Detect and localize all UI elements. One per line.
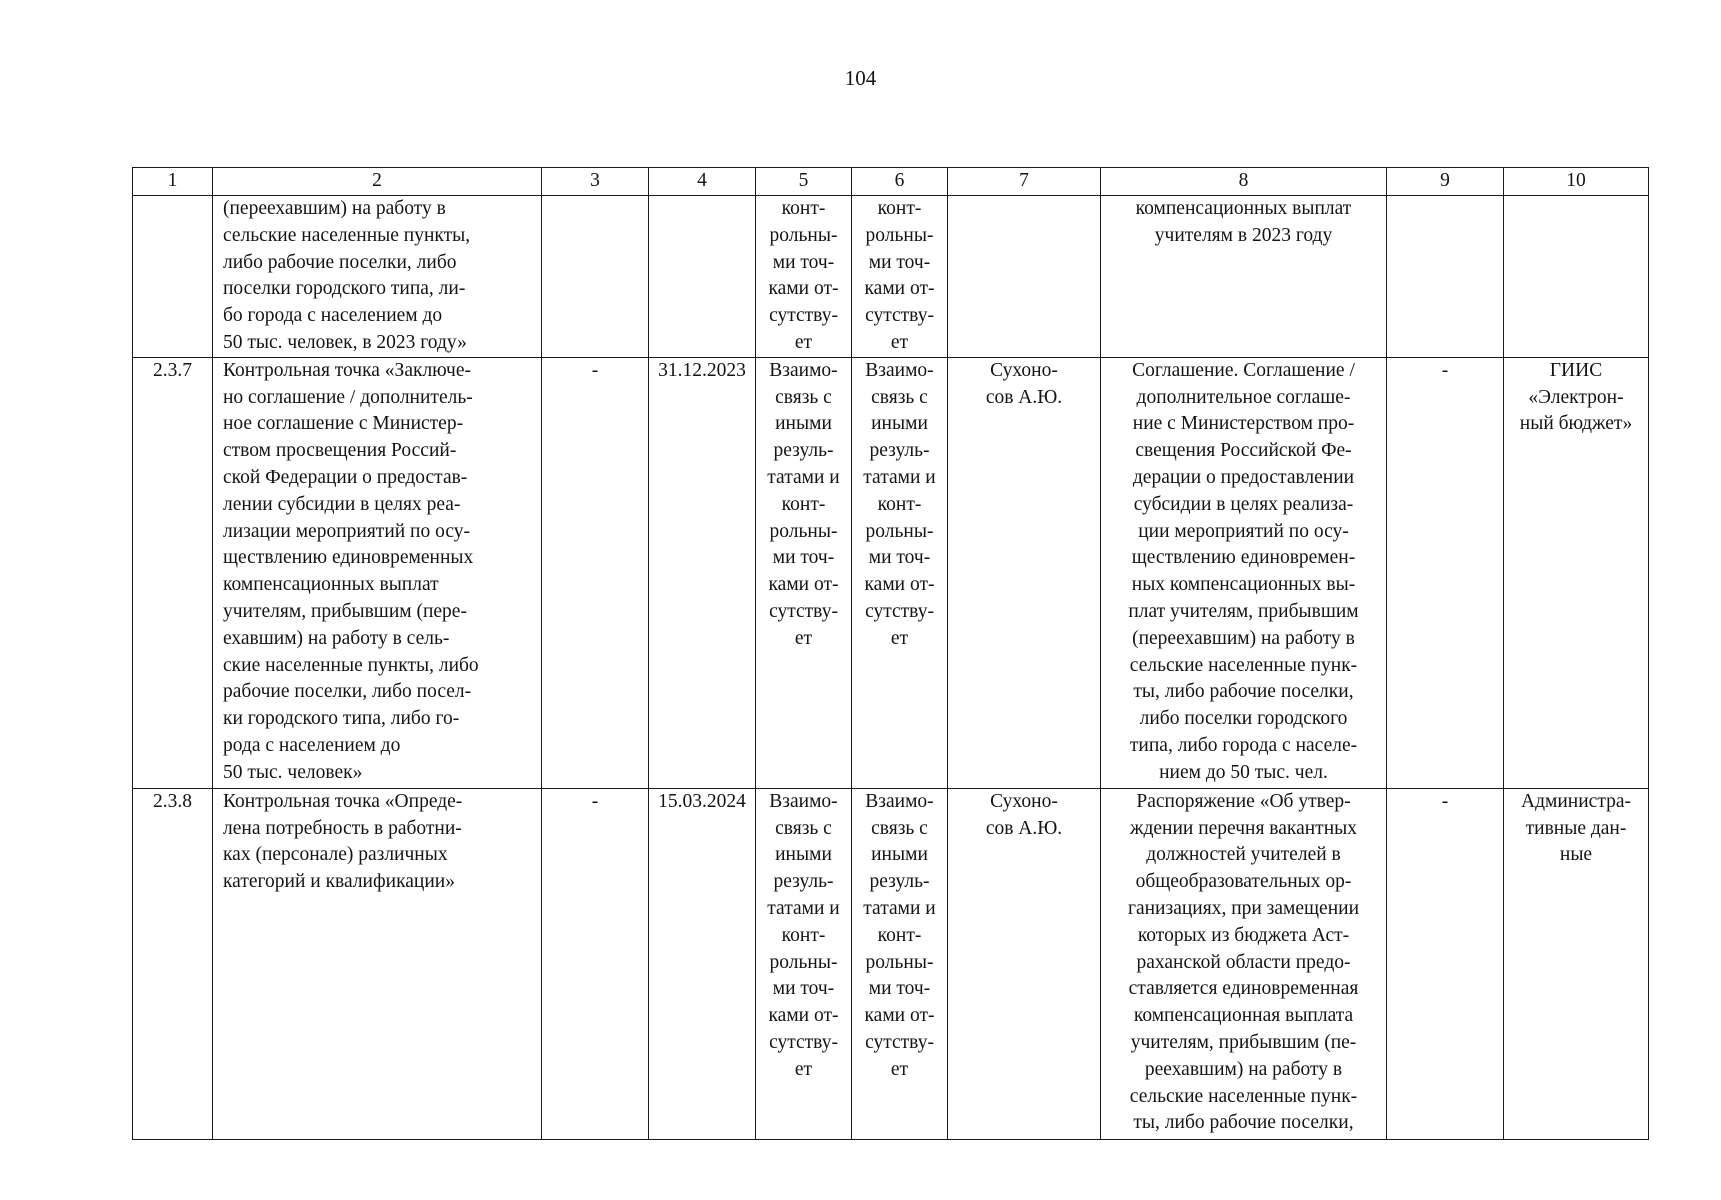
column-3-cell: - xyxy=(591,359,599,381)
column-3-cell: - xyxy=(591,790,599,812)
information-system-cell: ГИИС «Электрон- ный бюджет» xyxy=(1519,359,1633,435)
document-table xyxy=(132,167,1649,1140)
column-header: 9 xyxy=(1387,168,1504,196)
relationship-cell: Взаимо- связь с иными резуль- татами и конт- рольны- ми точ- ками от- сутству- ет xyxy=(767,790,840,1080)
responsible-person-cell: Сухоно- сов А.Ю. xyxy=(985,790,1063,839)
information-system-cell: Администра- тивные дан- ные xyxy=(1521,790,1631,866)
column-header: 3 xyxy=(542,168,649,196)
column-header: 1 xyxy=(133,168,213,196)
table-header-row xyxy=(133,168,1649,196)
page-number: 104 xyxy=(844,66,877,90)
row-number-cell: 2.3.8 xyxy=(153,790,192,812)
column-header: 6 xyxy=(852,168,948,196)
column-9-cell: - xyxy=(1441,359,1449,381)
document-cell: компенсационных выплат учителям в 2023 году xyxy=(1135,198,1352,246)
responsible-person-cell: Сухоно- сов А.Ю. xyxy=(985,359,1063,408)
relationship-cell: конт- рольны- ми точ- ками от- сутству- ет xyxy=(768,198,839,353)
column-9-cell: - xyxy=(1441,790,1449,812)
date-cell: 31.12.2023 xyxy=(658,359,746,381)
column-header: 4 xyxy=(649,168,756,196)
table-row xyxy=(133,196,1649,358)
column-header: 5 xyxy=(756,168,852,196)
document-cell: Распоряжение «Об утвер- ждении перечня вакантных должностей учителей в общеобразовательных ор- ганизациях, при замещении которых из бюджета Аст- раханской области предо- ставляется единовременная компенсационная выплата учителям, прибывшим (пе- реехавшим) на работу в сельские населенные пунк- ты, либо рабочие поселки, xyxy=(1127,790,1360,1134)
document-cell: Соглашение. Соглашение / дополнительное соглаше- ние с Министерством про- свещения Российской Фе- дерации о предоставлении субсидии в целях реализа- ции мероприятий по осу- ществлению единовремен- ных компенсационных вы- плат учителям, прибывшим (переехавшим) на работу в сельские населенные пунк- ты, либо рабочие поселки, либо поселки городского типа, либо города с населе- нием до 50 тыс. чел. xyxy=(1128,359,1359,783)
relationship-cell: конт- рольны- ми точ- ками от- сутству- ет xyxy=(864,198,935,353)
column-header: 10 xyxy=(1504,168,1649,196)
relationship-cell: Взаимо- связь с иными резуль- татами и конт- рольны- ми точ- ками от- сутству- ет xyxy=(863,359,936,649)
table-row xyxy=(133,788,1649,1139)
description-cell: Контрольная точка «Опреде- лена потребность в работни- ках (персонале) различных категорий и квалификации» xyxy=(223,790,463,893)
relationship-cell: Взаимо- связь с иными резуль- татами и конт- рольны- ми точ- ками от- сутству- ет xyxy=(767,359,840,649)
column-header: 7 xyxy=(948,168,1101,196)
description-cell: (переехавшим) на работу в сельские населенные пункты, либо рабочие поселки, либо поселки городского типа, ли- бо города с населением до 50 тыс. человек, в 2023 году» xyxy=(223,198,471,353)
row-number-cell: 2.3.7 xyxy=(153,359,192,381)
column-header: 2 xyxy=(213,168,542,196)
relationship-cell: Взаимо- связь с иными резуль- татами и конт- рольны- ми точ- ками от- сутству- ет xyxy=(863,790,936,1080)
description-cell: Контрольная точка «Заключе- но соглашение / дополнитель- ное соглашение с Министер- ством просвещения Россий- ской Федерации о предостав- лении субсидии в целях реа- лизации мероприятий по осу- ществлению единовременных компенсационных выплат учителям, прибывшим (пере- ехавшим) на работу в сель- ские населенные пункты, либо рабочие поселки, либо посел- ки городского типа, либо го- рода с населением до 50 тыс. человек» xyxy=(223,359,479,783)
column-header: 8 xyxy=(1101,168,1387,196)
table-row xyxy=(133,357,1649,788)
date-cell: 15.03.2024 xyxy=(658,790,746,812)
